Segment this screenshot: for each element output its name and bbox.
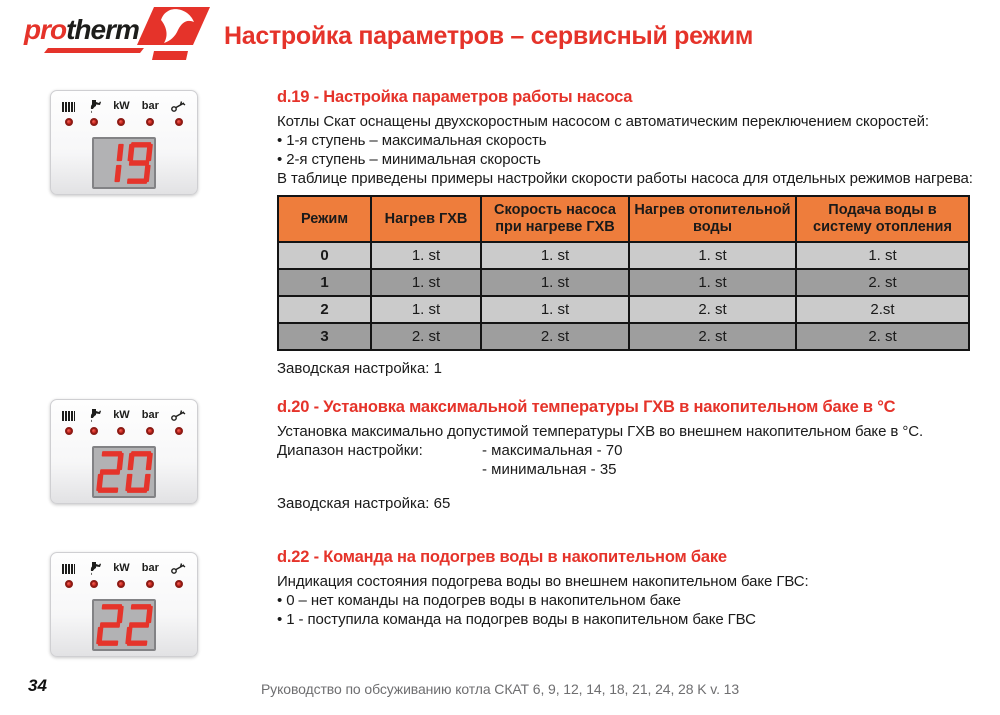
bullet-list (277, 591, 977, 629)
page-title: Настройка параметров – сервисный режим (224, 22, 754, 50)
table-cell: 1. st (371, 269, 481, 296)
section-intro: Котлы Скат оснащены двухскоростным насосом с автоматическим переключением скоростей: (277, 113, 929, 130)
bullet-item: • 1-я ступень – максимальная скорость (277, 132, 547, 149)
kw-label: kW (113, 562, 130, 574)
table-cell: 1. st (481, 296, 629, 323)
lcd-display (92, 137, 156, 189)
service-icon (171, 99, 186, 113)
column-header: Нагрев ГХВ (371, 196, 481, 242)
boiler-display-panel-d22 (50, 552, 198, 657)
table-cell: 2. st (629, 296, 796, 323)
table-row (278, 242, 969, 269)
table-row (278, 296, 969, 323)
section-intro: Установка максимально допустимой температуры ГХВ во внешнем накопительном баке в °С. (277, 423, 924, 440)
indicator-icons-row (51, 91, 197, 126)
heating-led (65, 427, 73, 435)
column-header: Скорость насоса при нагреве ГХВ (481, 196, 629, 242)
service-led (175, 118, 183, 126)
boiler-display-panel-d19 (50, 90, 198, 195)
bullet-item: • 1 - поступила команда на подогрев воды в накопительном баке ГВС (277, 611, 756, 628)
radiator-icon (62, 561, 75, 575)
table-cell: 2. st (796, 269, 969, 296)
range-row-min (277, 460, 977, 479)
service-led (175, 580, 183, 588)
service-led (175, 427, 183, 435)
tap-icon (87, 99, 101, 113)
factory-setting-note: Заводская настройка: 1 (277, 360, 442, 377)
table-cell: 1. st (796, 242, 969, 269)
range-max-value: - максимальная - 70 (482, 442, 623, 459)
lcd-display (92, 446, 156, 498)
section-heading: d.19 - Настройка параметров работы насоса (277, 88, 633, 106)
range-label: Диапазон настройки: (277, 442, 423, 459)
logo-text-pro: pro (24, 14, 67, 45)
table-cell: 2.st (796, 296, 969, 323)
section-d22 (277, 548, 977, 629)
dhw-led (90, 427, 98, 435)
logo-wordmark (24, 14, 139, 46)
logo-text-therm: therm (66, 14, 139, 45)
section-heading: d.22 - Команда на подогрев воды в накопительном баке (277, 548, 727, 566)
table-cell: 1 (278, 269, 371, 296)
heating-led (65, 580, 73, 588)
bar-label: bar (141, 100, 159, 112)
table-cell: 2. st (629, 323, 796, 350)
power-led (117, 427, 125, 435)
column-header: Подача воды в систему отопления (796, 196, 969, 242)
table-cell: 1. st (481, 269, 629, 296)
table-cell: 0 (278, 242, 371, 269)
table-cell: 1. st (371, 242, 481, 269)
section-outro: В таблице приведены примеры настройки скорости работы насоса для отдельных режимов нагрева: (277, 170, 973, 187)
logo-underline (44, 48, 144, 53)
service-icon (171, 561, 186, 575)
table-cell: 1. st (629, 242, 796, 269)
column-header: Нагрев отопительной воды (629, 196, 796, 242)
pump-speed-table (277, 195, 970, 351)
pressure-led (146, 118, 154, 126)
factory-setting-note: Заводская настройка: 65 (277, 495, 451, 512)
section-d19 (277, 88, 977, 377)
page-number: 34 (28, 676, 47, 695)
table-cell: 2. st (796, 323, 969, 350)
table-cell: 1. st (629, 269, 796, 296)
bar-label: bar (141, 409, 159, 421)
bullet-item: • 2-я ступень – минимальная скорость (277, 151, 541, 168)
range-row-max (277, 441, 977, 460)
boiler-display-panel-d20 (50, 399, 198, 504)
table-row (278, 269, 969, 296)
dhw-led (90, 118, 98, 126)
table-cell: 1. st (481, 242, 629, 269)
bar-label: bar (141, 562, 159, 574)
dhw-led (90, 580, 98, 588)
bullet-list (277, 131, 977, 169)
kw-label: kW (113, 100, 130, 112)
table-cell: 2. st (371, 323, 481, 350)
power-led (117, 580, 125, 588)
table-cell: 1. st (371, 296, 481, 323)
pressure-led (146, 427, 154, 435)
kw-label: kW (113, 409, 130, 421)
tap-icon (87, 561, 101, 575)
tap-icon (87, 408, 101, 422)
bullet-item: • 0 – нет команды на подогрев воды в накопительном баке (277, 592, 681, 609)
section-d20 (277, 398, 977, 512)
indicator-icons-row (51, 553, 197, 588)
table-cell: 2 (278, 296, 371, 323)
table-cell: 2. st (481, 323, 629, 350)
heating-led (65, 118, 73, 126)
column-header: Режим (278, 196, 371, 242)
range-label-spacer (277, 460, 482, 479)
pressure-led (146, 580, 154, 588)
indicator-icons-row (51, 400, 197, 435)
footer-text: Руководство по обсуживанию котла СКАТ 6, 9, 12, 14, 18, 21, 24, 28 K v. 13 (260, 681, 740, 697)
protherm-logo (16, 4, 216, 60)
radiator-icon (62, 408, 75, 422)
range-min-value: - минимальная - 35 (482, 461, 617, 478)
power-led (117, 118, 125, 126)
lcd-display (92, 599, 156, 651)
section-heading: d.20 - Установка максимальной температуры ГХВ в накопительном баке в °С (277, 398, 896, 416)
table-row (278, 323, 969, 350)
table-cell: 3 (278, 323, 371, 350)
service-icon (171, 408, 186, 422)
radiator-icon (62, 99, 75, 113)
section-intro: Индикация состояния подогрева воды во внешнем накопительном баке ГВС: (277, 573, 809, 590)
